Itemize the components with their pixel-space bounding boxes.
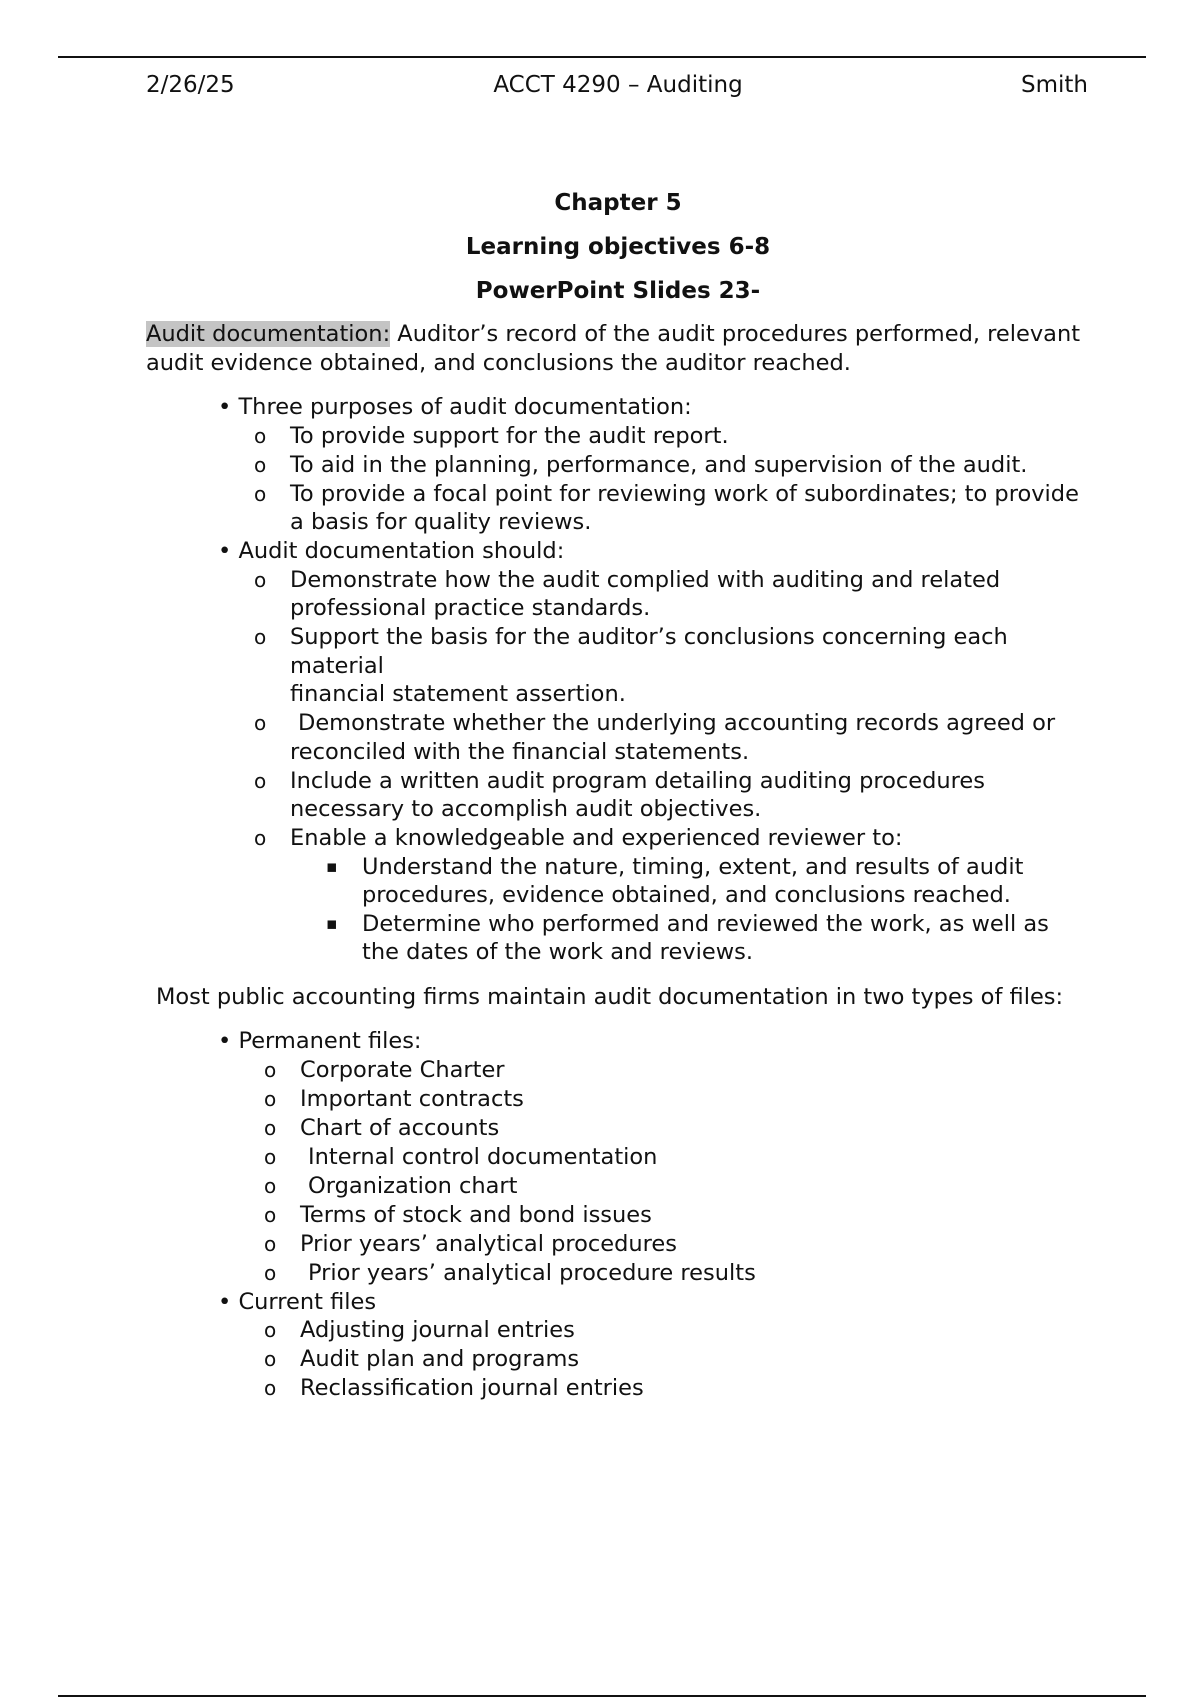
list-item <box>218 537 1091 967</box>
purposes-label: Three purposes of audit documentation: <box>238 394 692 420</box>
circle-bullet-icon: o <box>254 768 267 793</box>
bottom-rule <box>58 1695 1146 1697</box>
list-item <box>264 1143 1091 1172</box>
current-list <box>218 1316 1091 1403</box>
list-item <box>264 1085 1091 1114</box>
chapter-title: Chapter 5 <box>554 190 682 216</box>
permanent-label: Permanent files: <box>238 1028 422 1054</box>
current-item: Adjusting journal entries <box>300 1317 575 1343</box>
circle-bullet-icon: o <box>264 1173 277 1198</box>
list-item <box>254 480 1091 537</box>
list-item <box>254 566 1091 623</box>
bullet-icon: • <box>218 538 232 564</box>
current-label: Current files <box>238 1288 377 1315</box>
list-item <box>218 1288 1091 1403</box>
definition-text: Auditor’s record of the audit procedures performed, relevant audit evidence obtained, and conclusions the auditor reached. <box>146 321 1081 376</box>
reviewer-item: Understand the nature, timing, extent, and results of audit procedures, evidence obtained, and conclusions reached. <box>362 853 1024 908</box>
files-intro-paragraph: Most public accounting firms maintain audit documentation in two types of files: <box>156 983 1064 1010</box>
permanent-item: Prior years’ analytical procedure results <box>308 1259 756 1286</box>
permanent-item: Corporate Charter <box>300 1056 505 1083</box>
purpose-item: To provide support for the audit report. <box>290 422 729 449</box>
list-item <box>254 422 1091 451</box>
circle-bullet-icon: o <box>264 1231 277 1256</box>
permanent-list <box>218 1056 1091 1288</box>
learning-objectives: Learning objectives 6-8 <box>465 234 771 260</box>
header-date: 2/26/25 <box>146 72 235 98</box>
list-item <box>254 623 1091 709</box>
slides-reference: PowerPoint Slides 23- <box>475 278 761 304</box>
list-item <box>264 1172 1091 1201</box>
purpose-item: To provide a focal point for reviewing work of subordinates; to provide a basis for quality reviews. <box>290 480 1079 535</box>
circle-bullet-icon: o <box>264 1057 277 1082</box>
files-section <box>146 1027 1091 1403</box>
should-item-continuation: financial statement assertion. <box>290 681 626 707</box>
permanent-item: Organization chart <box>308 1172 518 1199</box>
reviewer-list <box>290 853 1091 967</box>
bullet-icon: • <box>218 1028 232 1054</box>
circle-bullet-icon: o <box>264 1115 277 1140</box>
reviewer-item: Determine who performed and reviewed the work, as well as the dates of the work and reviews. <box>362 910 1049 965</box>
header-author: Smith <box>1021 72 1088 98</box>
document-body <box>146 320 1091 1403</box>
permanent-item: Terms of stock and bond issues <box>300 1201 652 1228</box>
files-list <box>146 1027 1091 1403</box>
circle-bullet-icon: o <box>254 826 267 850</box>
should-item: Support the basis for the auditor’s conclusions concerning each material <box>290 624 1008 679</box>
circle-bullet-icon: o <box>254 481 267 506</box>
list-item <box>218 393 1091 537</box>
purpose-item: To aid in the planning, performance, and supervision of the audit. <box>290 451 1028 478</box>
list-item <box>264 1114 1091 1143</box>
circle-bullet-icon: o <box>254 711 267 735</box>
permanent-item: Important contracts <box>300 1085 524 1112</box>
bullet-icon: • <box>218 1288 232 1315</box>
purposes-list <box>218 422 1091 537</box>
should-label: Audit documentation should: <box>238 538 565 564</box>
should-item: Enable a knowledgeable and experienced reviewer to: <box>290 825 903 851</box>
circle-bullet-icon: o <box>264 1318 277 1342</box>
should-item: Include a written audit program detailing auditing procedures necessary to accomplish audit objectives. <box>290 767 985 822</box>
permanent-item: Chart of accounts <box>300 1114 500 1141</box>
definition-paragraph <box>146 320 1091 377</box>
list-item <box>218 1027 1091 1287</box>
circle-bullet-icon: o <box>254 567 267 592</box>
circle-bullet-icon: o <box>264 1086 277 1111</box>
list-item <box>264 1056 1091 1085</box>
list-item <box>264 1316 1091 1345</box>
current-item: Reclassification journal entries <box>300 1375 644 1401</box>
should-list <box>218 566 1091 967</box>
circle-bullet-icon: o <box>254 423 267 448</box>
title-block <box>0 188 1200 320</box>
current-item: Audit plan and programs <box>300 1346 580 1372</box>
list-item <box>254 451 1091 480</box>
list-item <box>254 824 1091 967</box>
circle-bullet-icon: o <box>254 452 267 477</box>
page-header <box>0 72 1200 104</box>
circle-bullet-icon: o <box>264 1347 277 1371</box>
list-item <box>264 1345 1091 1374</box>
circle-bullet-icon: o <box>254 625 267 649</box>
audit-doc-list <box>146 393 1091 967</box>
list-item <box>326 910 1091 967</box>
should-item: Demonstrate how the audit complied with auditing and related professional practice standards. <box>290 566 1001 621</box>
header-course: ACCT 4290 – Auditing <box>493 72 743 98</box>
square-bullet-icon: ▪ <box>326 856 338 877</box>
list-item <box>264 1374 1091 1403</box>
circle-bullet-icon: o <box>264 1376 277 1400</box>
circle-bullet-icon: o <box>264 1260 277 1285</box>
top-rule <box>58 56 1146 58</box>
square-bullet-icon: ▪ <box>326 913 338 934</box>
should-item: Demonstrate whether the underlying accounting records agreed or reconciled with the financial statements. <box>290 710 1056 765</box>
permanent-item: Internal control documentation <box>308 1143 658 1170</box>
list-item <box>254 709 1091 766</box>
list-item <box>264 1201 1091 1230</box>
definition-term: Audit documentation: <box>146 321 391 347</box>
circle-bullet-icon: o <box>264 1202 277 1227</box>
list-item <box>264 1230 1091 1259</box>
bullet-icon: • <box>218 394 232 420</box>
list-item <box>254 767 1091 824</box>
circle-bullet-icon: o <box>264 1144 277 1169</box>
list-item <box>326 853 1091 910</box>
permanent-item: Prior years’ analytical procedures <box>300 1230 677 1257</box>
list-item <box>264 1259 1091 1288</box>
